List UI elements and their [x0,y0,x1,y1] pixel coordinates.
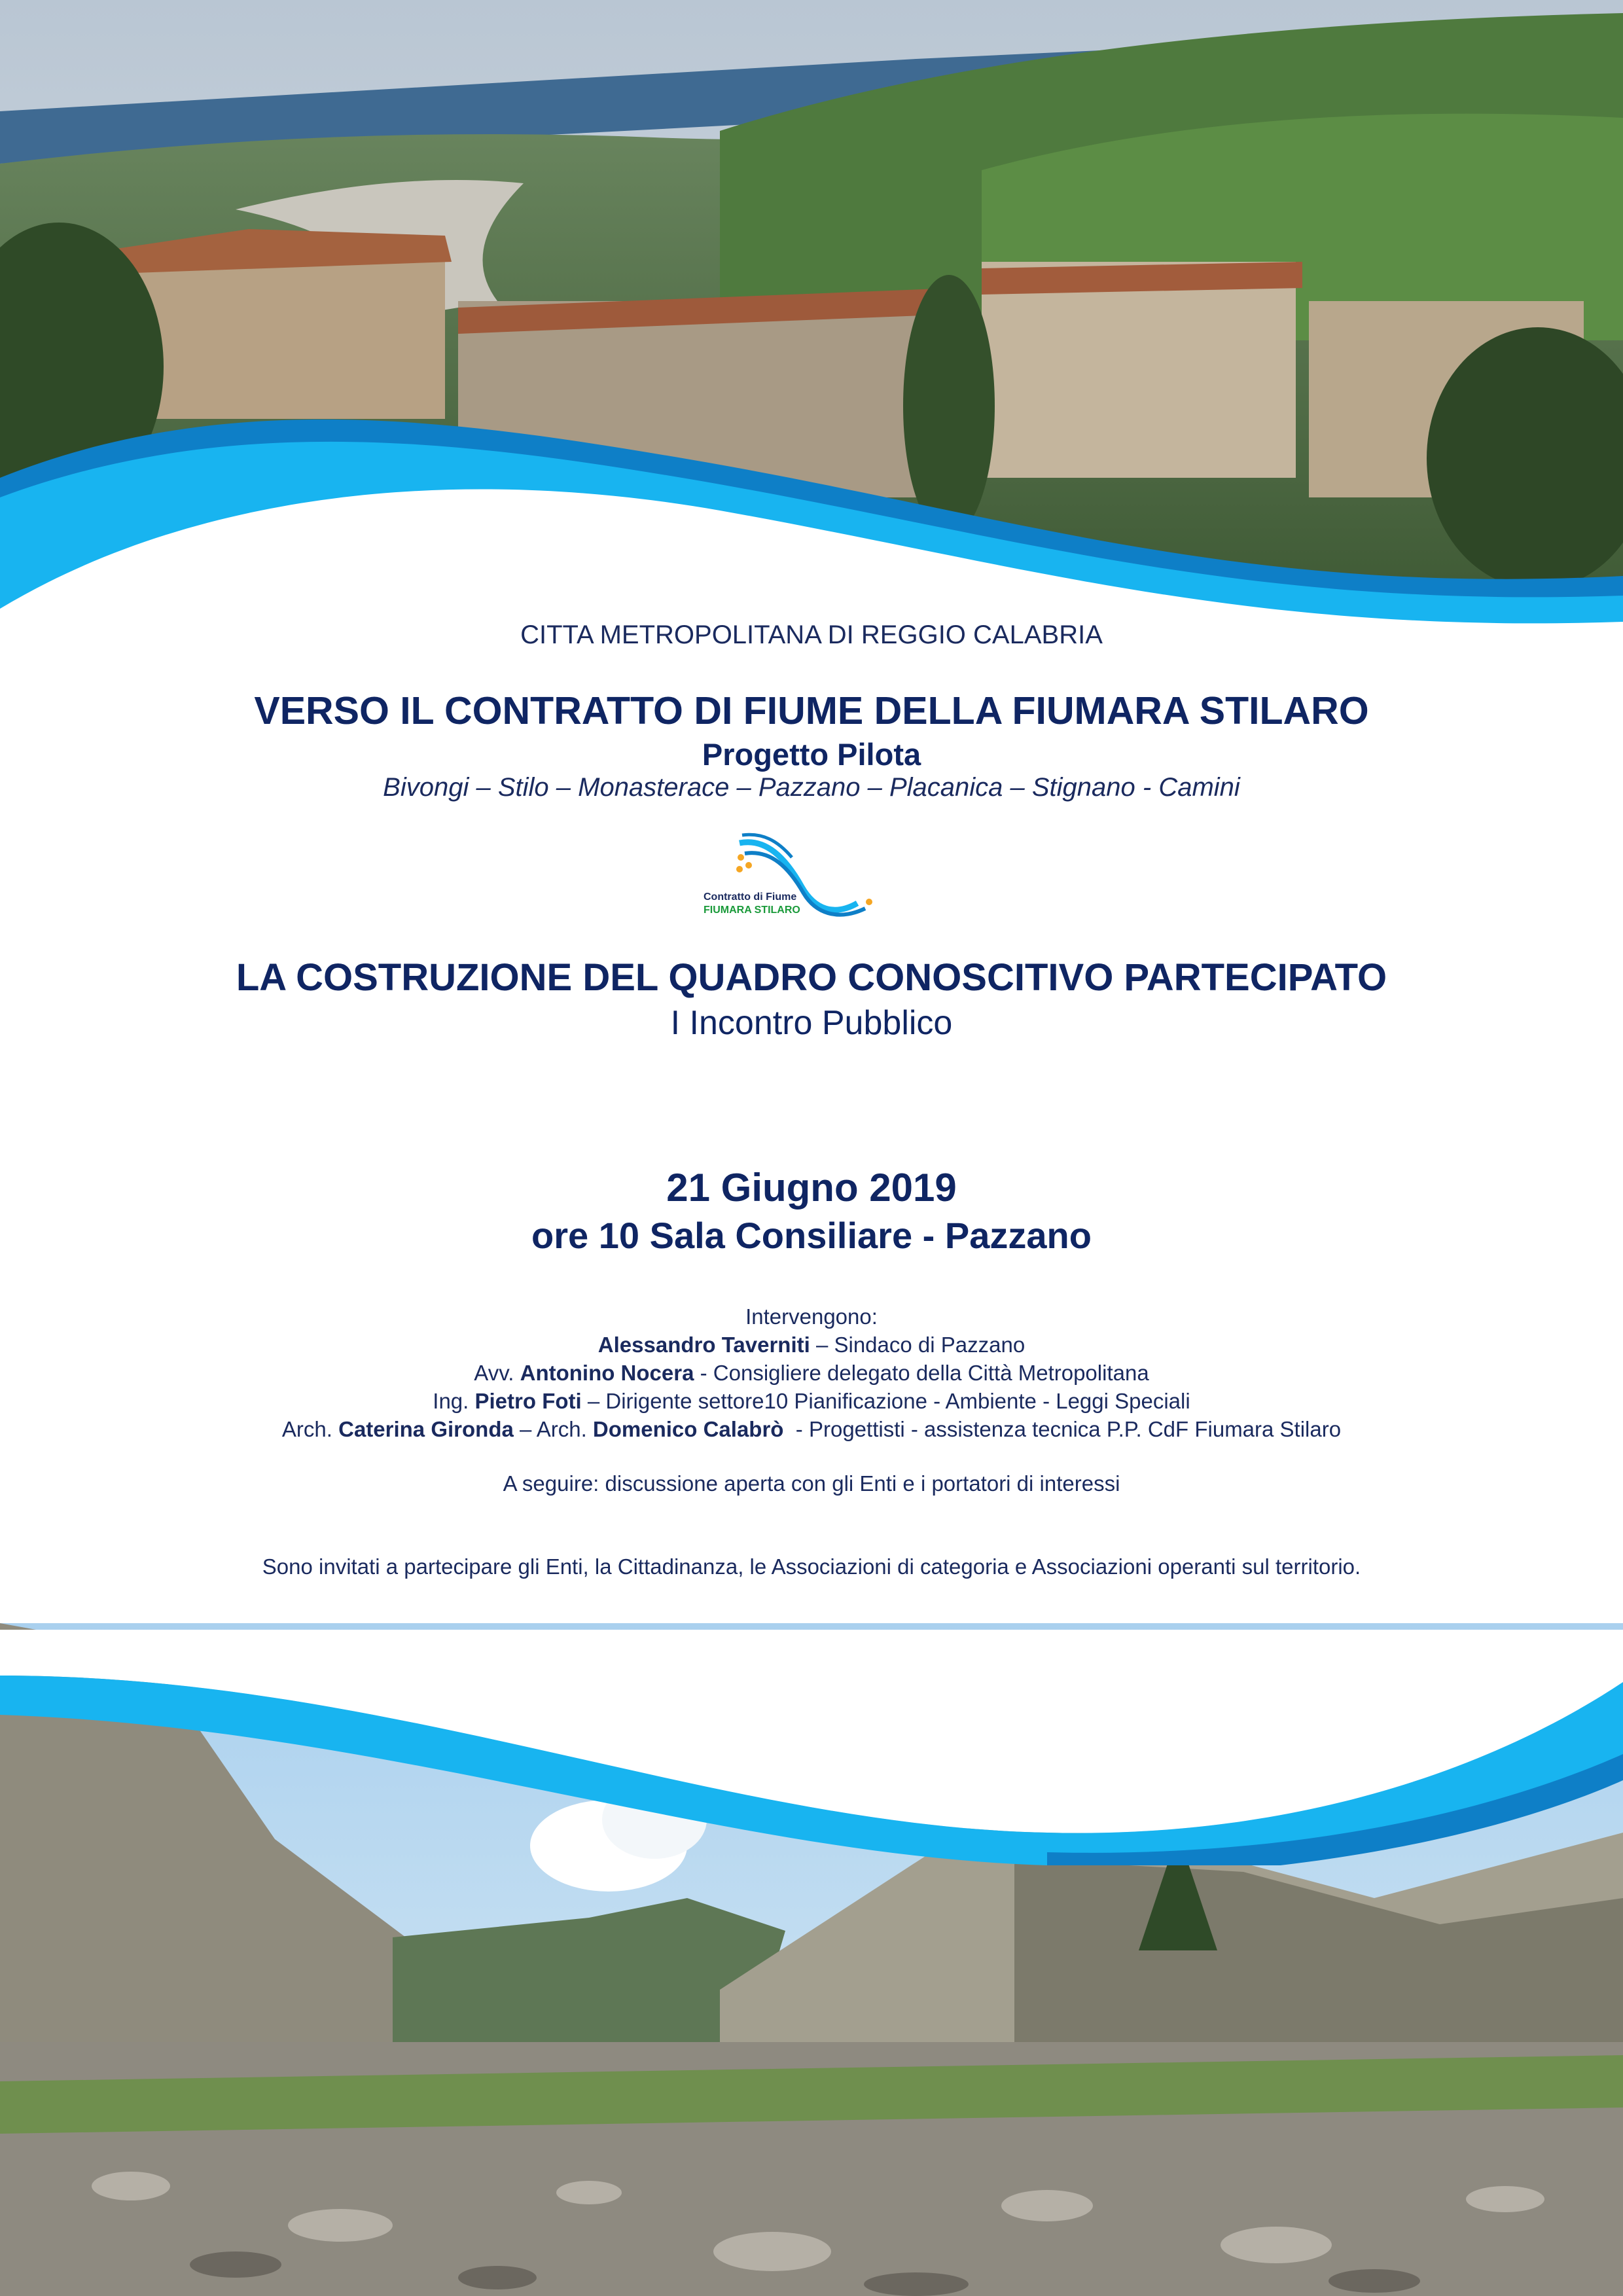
follow-up-note: A seguire: discussione aperta con gli Enti e i portatori di interessi [503,1471,1120,1496]
event-subtitle: I Incontro Pubblico [670,1004,953,1042]
event-time-place: ore 10 Sala Consiliare - Pazzano [531,1215,1092,1256]
speaker-line-2 [0,1359,1623,1387]
organization-name: CITTA METROPOLITANA DI REGGIO CALABRIA [520,620,1103,649]
logo-text-line2: FIUMARA STILARO [704,905,800,916]
speaker-role: – Dirigente settore10 Pianificazione - Ambiente - Leggi Speciali [581,1389,1190,1413]
speaker-line-3 [0,1387,1623,1415]
speaker-name: Domenico Calabrò [592,1417,784,1441]
project-subtitle: Progetto Pilota [702,737,921,772]
speakers-list [0,1302,1623,1443]
bottom-wave-decoration [0,1630,1623,1865]
speaker-line-1 [0,1331,1623,1359]
speakers-intro: Intervengono: [745,1304,878,1329]
speaker-name: Caterina Gironda [338,1417,514,1441]
speaker-prefix: Arch. [281,1417,339,1441]
speaker-name: Alessandro Taverniti [597,1333,810,1357]
speaker-prefix: Ing. [433,1389,475,1413]
speaker-separator: – Arch. [513,1417,593,1441]
event-title: LA COSTRUZIONE DEL QUADRO CONOSCITIVO PARTECIPATO [236,956,1387,999]
event-date: 21 Giugno 2019 [666,1166,957,1210]
logo-text-line1: Contratto di Fiume [704,891,797,903]
speaker-line-4 [0,1415,1623,1443]
municipalities-list: Bivongi – Stilo – Monasterace – Pazzano – Placanica – Stignano - Camini [383,773,1240,802]
speaker-role: – Sindaco di Pazzano [810,1333,1026,1357]
speaker-role: - Progettisti - assistenza tecnica P.P. CdF Fiumara Stilaro [783,1417,1342,1441]
speaker-prefix: Avv. [474,1361,520,1385]
invitation-note: Sono invitati a partecipare gli Enti, la Cittadinanza, le Associazioni di categoria e Associazioni operanti sul territorio. [262,1554,1361,1579]
speaker-name: Pietro Foti [474,1389,582,1413]
speaker-role: - Consigliere delegato della Città Metropolitana [694,1361,1149,1385]
project-title: VERSO IL CONTRATTO DI FIUME DELLA FIUMARA STILARO [254,689,1369,732]
speaker-name: Antonino Nocera [520,1361,694,1385]
